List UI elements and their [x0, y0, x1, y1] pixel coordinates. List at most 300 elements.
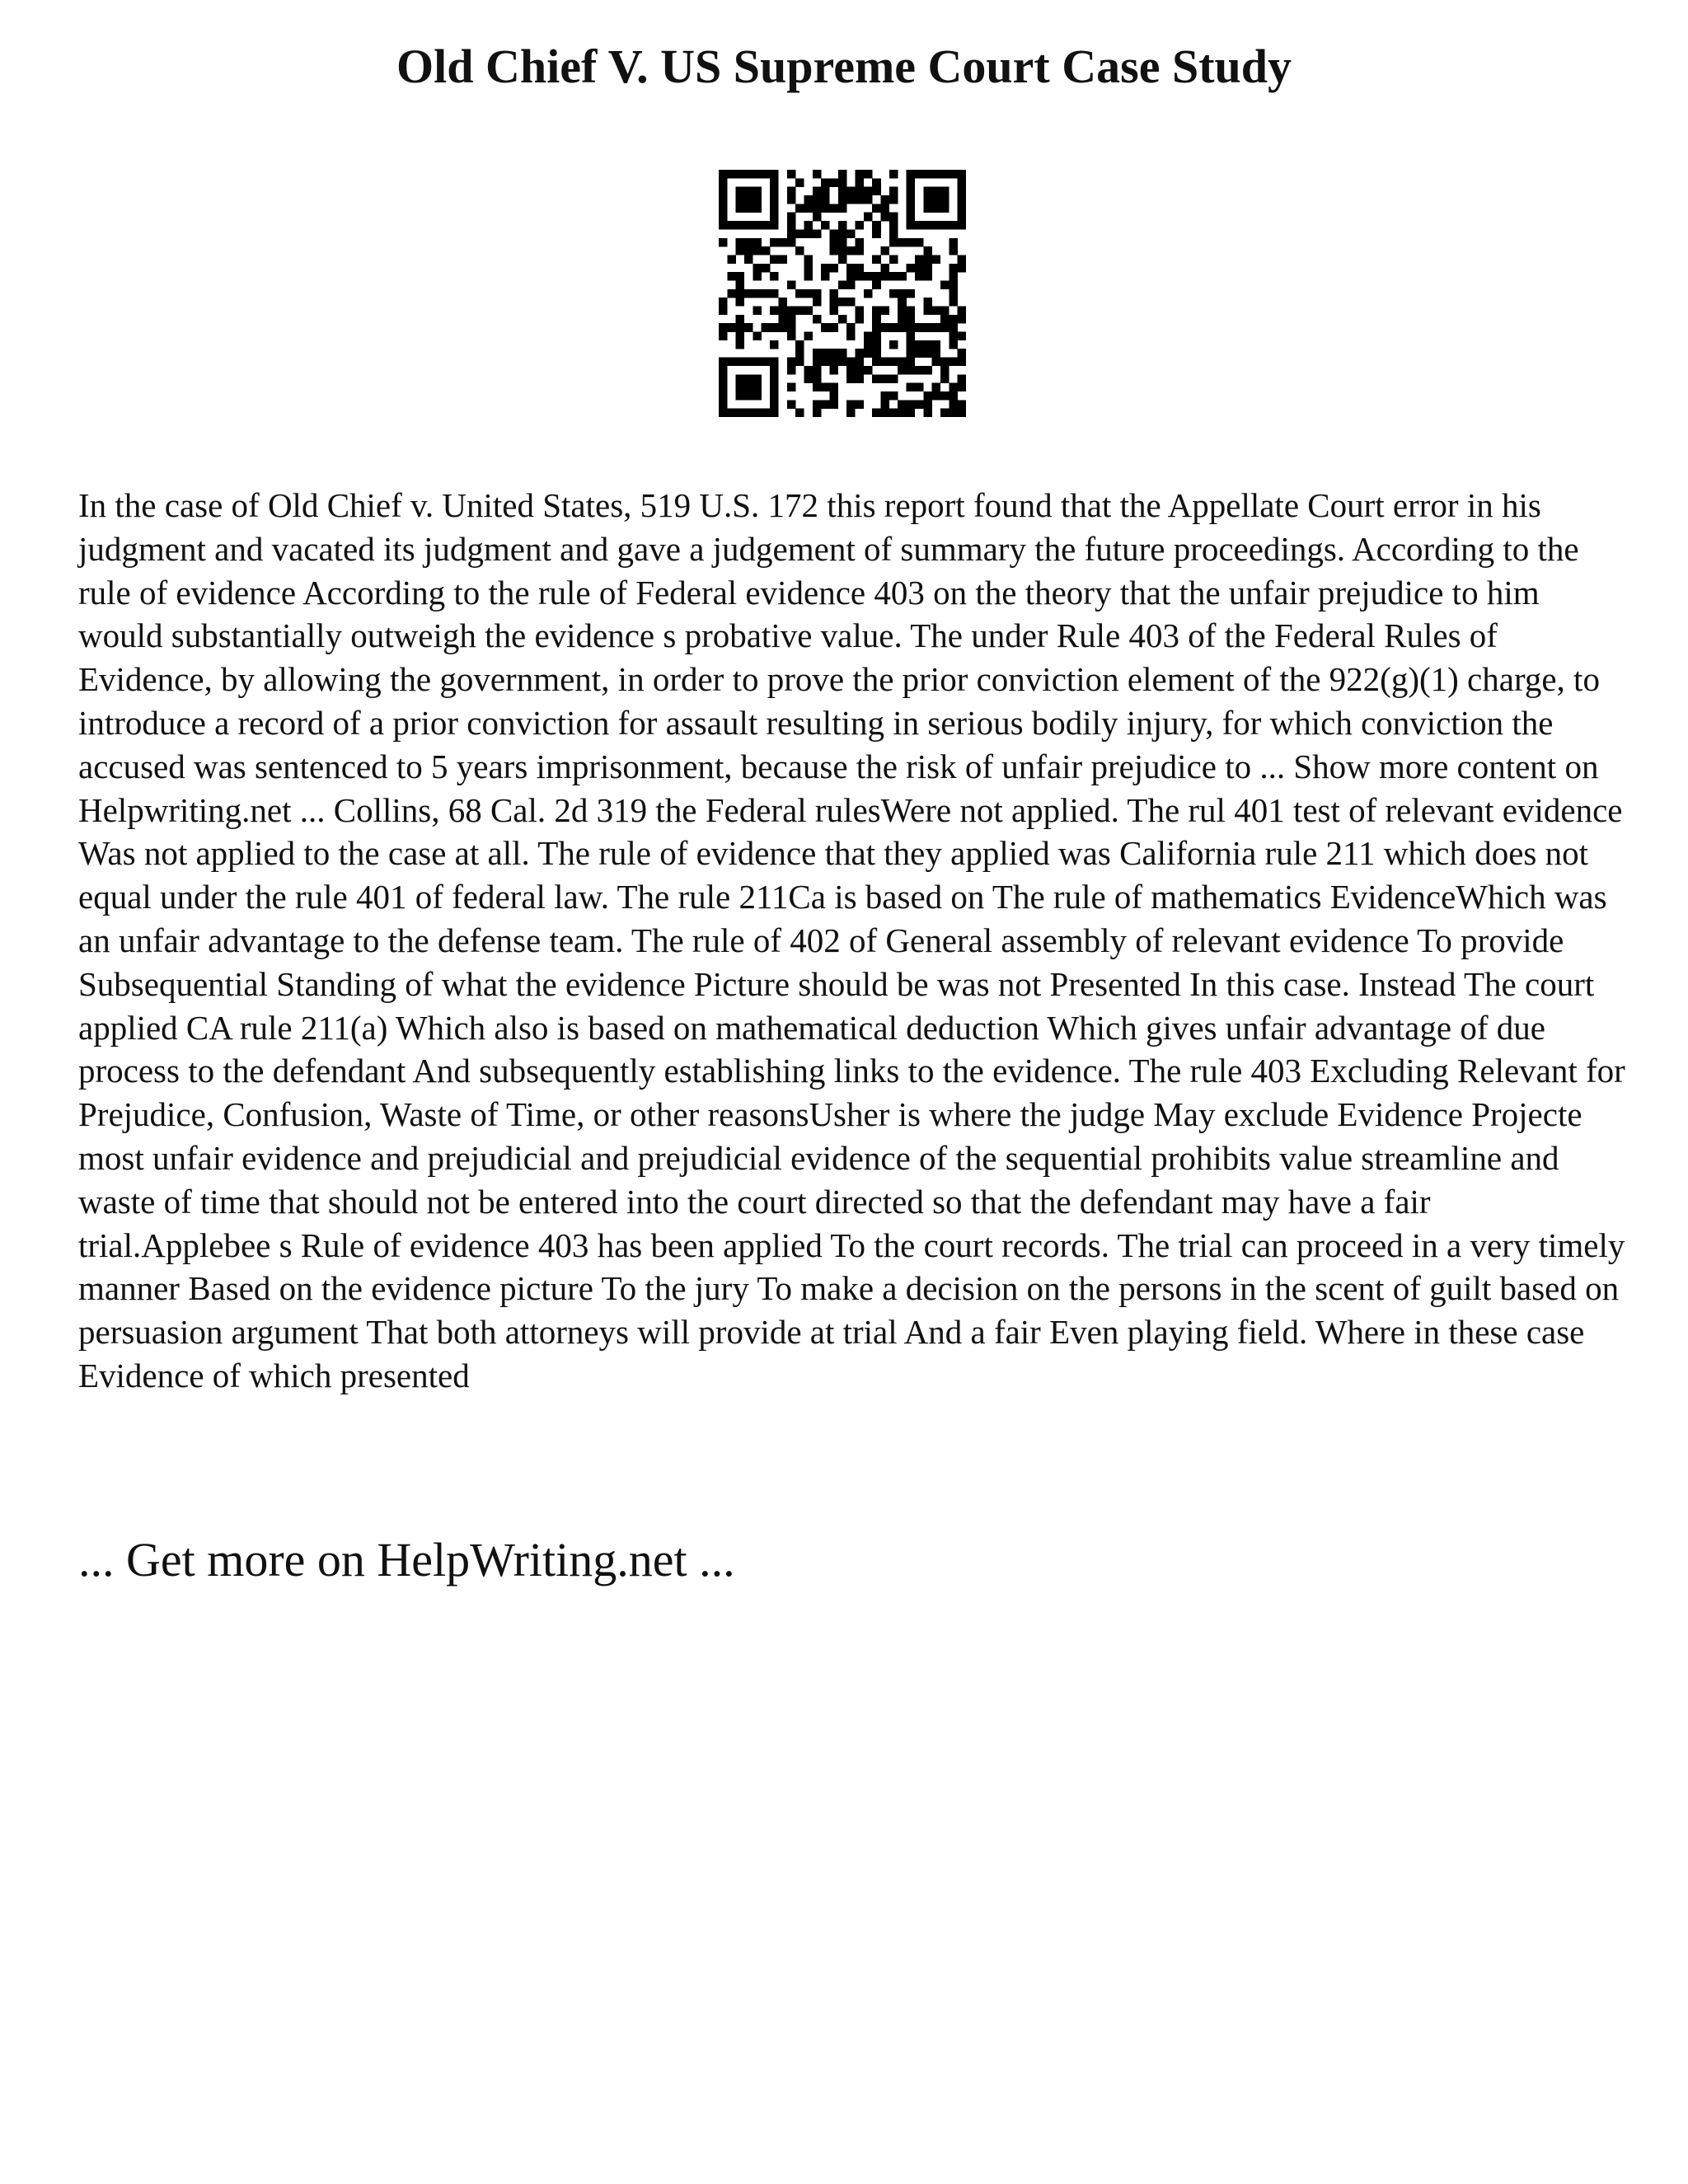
qr-module: [753, 272, 762, 281]
qr-module: [889, 391, 898, 401]
qr-module: [856, 264, 865, 273]
qr-module: [821, 400, 830, 409]
qr-module: [727, 170, 736, 179]
qr-module: [949, 383, 958, 392]
qr-module: [958, 213, 966, 222]
qr-module: [838, 358, 847, 367]
qr-module: [958, 178, 966, 187]
qr-module: [762, 409, 771, 417]
qr-module: [932, 358, 941, 367]
qr-module: [856, 349, 865, 358]
qr-module: [719, 178, 728, 187]
qr-module: [932, 383, 941, 392]
qr-module: [770, 195, 779, 204]
qr-module: [753, 246, 762, 255]
qr-module: [719, 409, 728, 417]
qr-module: [949, 358, 958, 367]
qr-module: [940, 307, 950, 316]
qr-module: [838, 238, 847, 247]
qr-module: [856, 187, 865, 196]
qr-module: [846, 323, 856, 332]
qr-module: [770, 213, 779, 222]
qr-module: [923, 366, 932, 375]
qr-module: [889, 374, 898, 383]
qr-module: [923, 170, 932, 179]
qr-module: [958, 358, 966, 367]
qr-module: [932, 391, 941, 401]
qr-module: [813, 170, 822, 179]
qr-module: [813, 187, 822, 196]
qr-module: [821, 221, 830, 230]
qr-module: [787, 195, 796, 204]
qr-module: [736, 383, 745, 392]
qr-module: [940, 315, 950, 324]
qr-module: [856, 170, 865, 179]
qr-module: [872, 332, 881, 341]
qr-module: [846, 358, 856, 367]
qr-module: [864, 340, 873, 349]
qr-module: [813, 349, 822, 358]
qr-module: [949, 170, 958, 179]
qr-module: [923, 307, 932, 316]
qr-module: [770, 187, 779, 196]
qr-module: [846, 400, 856, 409]
qr-module: [915, 323, 924, 332]
qr-module: [949, 298, 958, 307]
qr-module: [881, 272, 890, 281]
qr-module: [856, 315, 865, 324]
qr-module: [744, 170, 753, 179]
qr-module: [813, 358, 822, 367]
qr-module: [821, 264, 830, 273]
qr-module: [856, 374, 865, 383]
qr-module: [856, 358, 865, 367]
qr-module: [889, 323, 898, 332]
qr-module: [770, 391, 779, 401]
qr-module: [838, 246, 847, 255]
qr-module: [727, 323, 736, 332]
qr-module: [898, 358, 907, 367]
qr-module: [787, 170, 796, 179]
qr-module: [813, 289, 822, 298]
qr-module: [753, 383, 762, 392]
qr-module: [940, 323, 950, 332]
qr-module: [915, 221, 924, 230]
qr-module: [907, 349, 916, 358]
qr-module: [838, 255, 847, 264]
qr-module: [923, 409, 932, 417]
qr-module: [744, 358, 753, 367]
qr-module: [958, 221, 966, 230]
qr-module: [898, 298, 907, 307]
qr-module: [940, 366, 950, 375]
qr-module: [949, 264, 958, 273]
qr-module: [813, 400, 822, 409]
qr-module: [795, 358, 804, 367]
qr-module: [753, 307, 762, 316]
qr-module: [719, 195, 728, 204]
qr-module: [856, 366, 865, 375]
qr-module: [864, 349, 873, 358]
qr-module: [940, 187, 950, 196]
qr-module: [846, 409, 856, 417]
qr-module: [907, 323, 916, 332]
qr-module: [727, 289, 736, 298]
qr-module: [795, 204, 804, 213]
qr-module: [736, 332, 745, 341]
qr-module: [795, 349, 804, 358]
qr-module: [872, 272, 881, 281]
qr-module: [787, 315, 796, 324]
qr-module: [864, 366, 873, 375]
qr-module: [940, 409, 950, 417]
qr-module: [923, 298, 932, 307]
qr-module: [846, 272, 856, 281]
qr-module: [907, 238, 916, 247]
qr-module: [907, 221, 916, 230]
qr-module: [958, 264, 966, 273]
qr-module: [958, 332, 966, 341]
qr-module: [778, 255, 787, 264]
qr-module: [915, 264, 924, 273]
qr-module: [744, 221, 753, 230]
qr-module: [770, 383, 779, 392]
qr-module: [915, 170, 924, 179]
qr-module: [795, 409, 804, 417]
qr-module: [907, 366, 916, 375]
qr-module: [898, 307, 907, 316]
qr-module: [881, 204, 890, 213]
qr-module: [753, 264, 762, 273]
qr-module: [915, 349, 924, 358]
qr-module: [923, 400, 932, 409]
qr-module: [872, 280, 881, 289]
qr-module: [719, 298, 728, 307]
qr-module: [736, 409, 745, 417]
qr-module: [949, 315, 958, 324]
qr-module: [770, 221, 779, 230]
qr-module: [838, 298, 847, 307]
qr-module: [838, 187, 847, 196]
qr-module: [958, 349, 966, 358]
qr-module: [958, 195, 966, 204]
qr-module: [829, 391, 838, 401]
qr-module: [889, 187, 898, 196]
qr-module: [881, 358, 890, 367]
qr-module: [872, 221, 881, 230]
qr-module: [753, 221, 762, 230]
qr-module: [829, 238, 838, 247]
qr-module: [829, 349, 838, 358]
qr-module: [940, 391, 950, 401]
qr-module: [949, 272, 958, 281]
qr-module: [872, 340, 881, 349]
qr-module: [923, 246, 932, 255]
qr-module: [932, 340, 941, 349]
qr-module: [923, 340, 932, 349]
qr-module: [753, 374, 762, 383]
qr-module: [719, 332, 728, 341]
qr-module: [744, 391, 753, 401]
qr-module: [804, 221, 813, 230]
qr-module: [958, 315, 966, 324]
qr-module: [923, 195, 932, 204]
qr-module: [753, 332, 762, 341]
qr-module: [958, 170, 966, 179]
qr-module: [898, 289, 907, 298]
qr-module: [915, 272, 924, 281]
qr-module: [770, 340, 779, 349]
qr-module: [907, 400, 916, 409]
qr-module: [813, 374, 822, 383]
qr-module: [744, 187, 753, 196]
qr-module: [736, 358, 745, 367]
qr-module: [821, 195, 830, 204]
qr-module: [958, 187, 966, 196]
qr-module: [907, 315, 916, 324]
qr-module: [736, 298, 745, 307]
qr-module: [778, 323, 787, 332]
qr-module: [864, 272, 873, 281]
qr-module: [923, 323, 932, 332]
qr-module: [838, 229, 847, 238]
qr-module: [889, 272, 898, 281]
qr-module: [949, 238, 958, 247]
qr-module: [719, 221, 728, 230]
qr-module: [762, 246, 771, 255]
qr-module: [872, 187, 881, 196]
get-more-link[interactable]: ... Get more on HelpWriting.net ...: [78, 1533, 735, 1586]
qr-module: [787, 332, 796, 341]
qr-module: [829, 178, 838, 187]
qr-module: [932, 170, 941, 179]
qr-module: [829, 383, 838, 392]
qr-module: [889, 340, 898, 349]
qr-module: [795, 307, 804, 316]
qr-module: [719, 187, 728, 196]
qr-module: [940, 195, 950, 204]
qr-module: [898, 315, 907, 324]
qr-module: [829, 307, 838, 316]
qr-module: [864, 187, 873, 196]
qr-module: [762, 170, 771, 179]
qr-module: [846, 332, 856, 341]
qr-module: [753, 187, 762, 196]
qr-module: [727, 221, 736, 230]
qr-module: [770, 400, 779, 409]
qr-module: [829, 264, 838, 273]
qr-module: [795, 178, 804, 187]
qr-module: [838, 178, 847, 187]
qr-module: [804, 272, 813, 281]
qr-module: [821, 323, 830, 332]
qr-module: [804, 289, 813, 298]
qr-module: [719, 383, 728, 392]
qr-module: [770, 358, 779, 367]
qr-module: [829, 366, 838, 375]
qr-module: [753, 358, 762, 367]
qr-module: [923, 272, 932, 281]
qr-module: [907, 307, 916, 316]
qr-module: [753, 204, 762, 213]
qr-module: [915, 400, 924, 409]
qr-module: [838, 221, 847, 230]
qr-module: [736, 195, 745, 204]
qr-module: [770, 409, 779, 417]
qr-module: [898, 323, 907, 332]
qr-module: [736, 289, 745, 298]
qr-module: [881, 323, 890, 332]
qr-module: [770, 374, 779, 383]
qr-module: [864, 195, 873, 204]
qr-module: [949, 289, 958, 298]
qr-module: [744, 409, 753, 417]
qr-module: [829, 323, 838, 332]
qr-module: [795, 229, 804, 238]
qr-module: [856, 221, 865, 230]
qr-module: [958, 383, 966, 392]
qr-module: [856, 246, 865, 255]
qr-module: [829, 229, 838, 238]
qr-module: [846, 187, 856, 196]
qr-module: [907, 332, 916, 341]
qr-module: [829, 400, 838, 409]
qr-module: [949, 221, 958, 230]
qr-module: [856, 195, 865, 204]
qr-module: [949, 246, 958, 255]
qr-module: [787, 229, 796, 238]
qr-module: [949, 400, 958, 409]
qr-module: [907, 187, 916, 196]
qr-module: [804, 255, 813, 264]
qr-module: [889, 170, 898, 179]
qr-module: [915, 383, 924, 392]
qr-module: [872, 358, 881, 367]
qr-module: [846, 298, 856, 307]
qr-module: [838, 349, 847, 358]
qr-module: [762, 289, 771, 298]
qr-module: [923, 187, 932, 196]
qr-module: [872, 323, 881, 332]
qr-module: [958, 400, 966, 409]
qr-module: [787, 358, 796, 367]
qr-module: [770, 170, 779, 179]
qr-module: [787, 383, 796, 392]
qr-module: [753, 409, 762, 417]
qr-module: [804, 307, 813, 316]
qr-module: [846, 374, 856, 383]
qr-module: [932, 307, 941, 316]
qr-module: [719, 170, 728, 179]
qr-module: [838, 170, 847, 179]
qr-module: [915, 366, 924, 375]
qr-module: [923, 391, 932, 401]
qr-module: [719, 358, 728, 367]
qr-module: [907, 383, 916, 392]
qr-module: [898, 366, 907, 375]
qr-module: [958, 204, 966, 213]
qr-module: [949, 280, 958, 289]
qr-module: [838, 280, 847, 289]
qr-module: [770, 289, 779, 298]
qr-module: [907, 195, 916, 204]
qr-module: [736, 391, 745, 401]
qr-module: [727, 358, 736, 367]
qr-module: [736, 170, 745, 179]
qr-module: [958, 374, 966, 383]
qr-module: [923, 349, 932, 358]
qr-module: [907, 178, 916, 187]
qr-module: [813, 204, 822, 213]
qr-module: [770, 255, 779, 264]
qr-module: [881, 307, 890, 316]
qr-module: [762, 264, 771, 273]
qr-module: [864, 213, 873, 222]
qr-module: [821, 178, 830, 187]
qr-module: [907, 409, 916, 417]
qr-module: [719, 307, 728, 316]
qr-module: [898, 272, 907, 281]
qr-code-icon: [719, 170, 966, 417]
qr-module: [915, 340, 924, 349]
qr-module: [736, 315, 745, 324]
qr-module: [736, 272, 745, 281]
qr-module: [872, 255, 881, 264]
qr-module: [727, 255, 736, 264]
qr-module: [856, 178, 865, 187]
qr-module: [829, 289, 838, 298]
qr-module: [719, 400, 728, 409]
qr-module: [932, 323, 941, 332]
qr-module: [838, 315, 847, 324]
qr-module: [907, 170, 916, 179]
qr-module: [719, 204, 728, 213]
qr-module: [813, 366, 822, 375]
qr-module: [940, 204, 950, 213]
qr-module: [829, 298, 838, 307]
qr-module: [923, 255, 932, 264]
qr-module: [940, 280, 950, 289]
qr-module: [813, 409, 822, 417]
qr-module: [949, 340, 958, 349]
qr-module: [770, 204, 779, 213]
qr-module: [778, 315, 787, 324]
qr-module: [881, 400, 890, 409]
qr-module: [889, 213, 898, 222]
qr-module: [856, 238, 865, 247]
qr-module: [846, 246, 856, 255]
qr-module: [804, 374, 813, 383]
qr-module: [744, 289, 753, 298]
qr-module: [804, 332, 813, 341]
document-body: In the case of Old Chief v. United States, 519 U.S. 172 this report found that the Appellate Court error in his judgment and vacated its judgment and gave a judgement of summary the future proceedings. According to the rule of evidence According to the rule of Federal evidence 403 on the theory that the unfair prejudice to him would substantially outweigh the evidence s probative value. The under Rule 403 of the Federal Rules of Evidence, by allowing the government, in order to prove the prior conviction element of the 922(g)(1) charge, to introduce a record of a prior conviction for assault resulting in serious bodily injury, for which conviction the accused was sentenced to 5 years imprisonment, because the risk of unfair prejudice to ... Show more content on Helpwriting.net ... Collins, 68 Cal. 2d 319 the Federal rulesWere not applied. The rul 401 test of relevant evidence Was not applied to the case at all. The rule of evidence that they applied was California rule 211 which does not equal under the rule 401 of federal law. The rule 211Ca is based on The rule of mathematics EvidenceWhich was an unfair advantage to the defense team. The rule of 402 of General assembly of relevant evidence To provide Subsequential Standing of what the evidence Picture should be was not Presented In this case. Instead The court applied CA rule 211(a) Which also is based on mathematical deduction Which gives unfair advantage of due process to the defendant And subsequently establishing links to the evidence. The rule 403 Excluding Relevant for Prejudice, Confusion, Waste of Time, or other reasonsUsher is where the judge May exclude Evidence Projecte most unfair evidence and prejudicial and prejudicial evidence of the sequential prohibits value streamline and waste of time that should not be entered into the court directed so that the defendant may have a fair trial.Applebee s Rule of evidence 403 has been applied To the court records. The trial can proceed in a very timely manner Based on the evidence picture To the jury To make a decision on the persons in the scent of guilt based on persuasion argument That both attorneys will provide at trial And a fair Even playing field. Where in these case Evidence of which presented: [78, 486, 1625, 1394]
qr-module: [856, 400, 865, 409]
qr-module: [881, 213, 890, 222]
qr-module: [872, 374, 881, 383]
qr-module: [804, 204, 813, 213]
qr-module: [898, 238, 907, 247]
qr-module: [932, 187, 941, 196]
qr-module: [804, 195, 813, 204]
qr-module: [958, 255, 966, 264]
qr-module: [889, 255, 898, 264]
qr-module: [864, 289, 873, 298]
qr-module: [813, 315, 822, 324]
qr-module: [829, 204, 838, 213]
qr-module: [821, 358, 830, 367]
qr-module: [881, 409, 890, 417]
qr-module: [736, 323, 745, 332]
